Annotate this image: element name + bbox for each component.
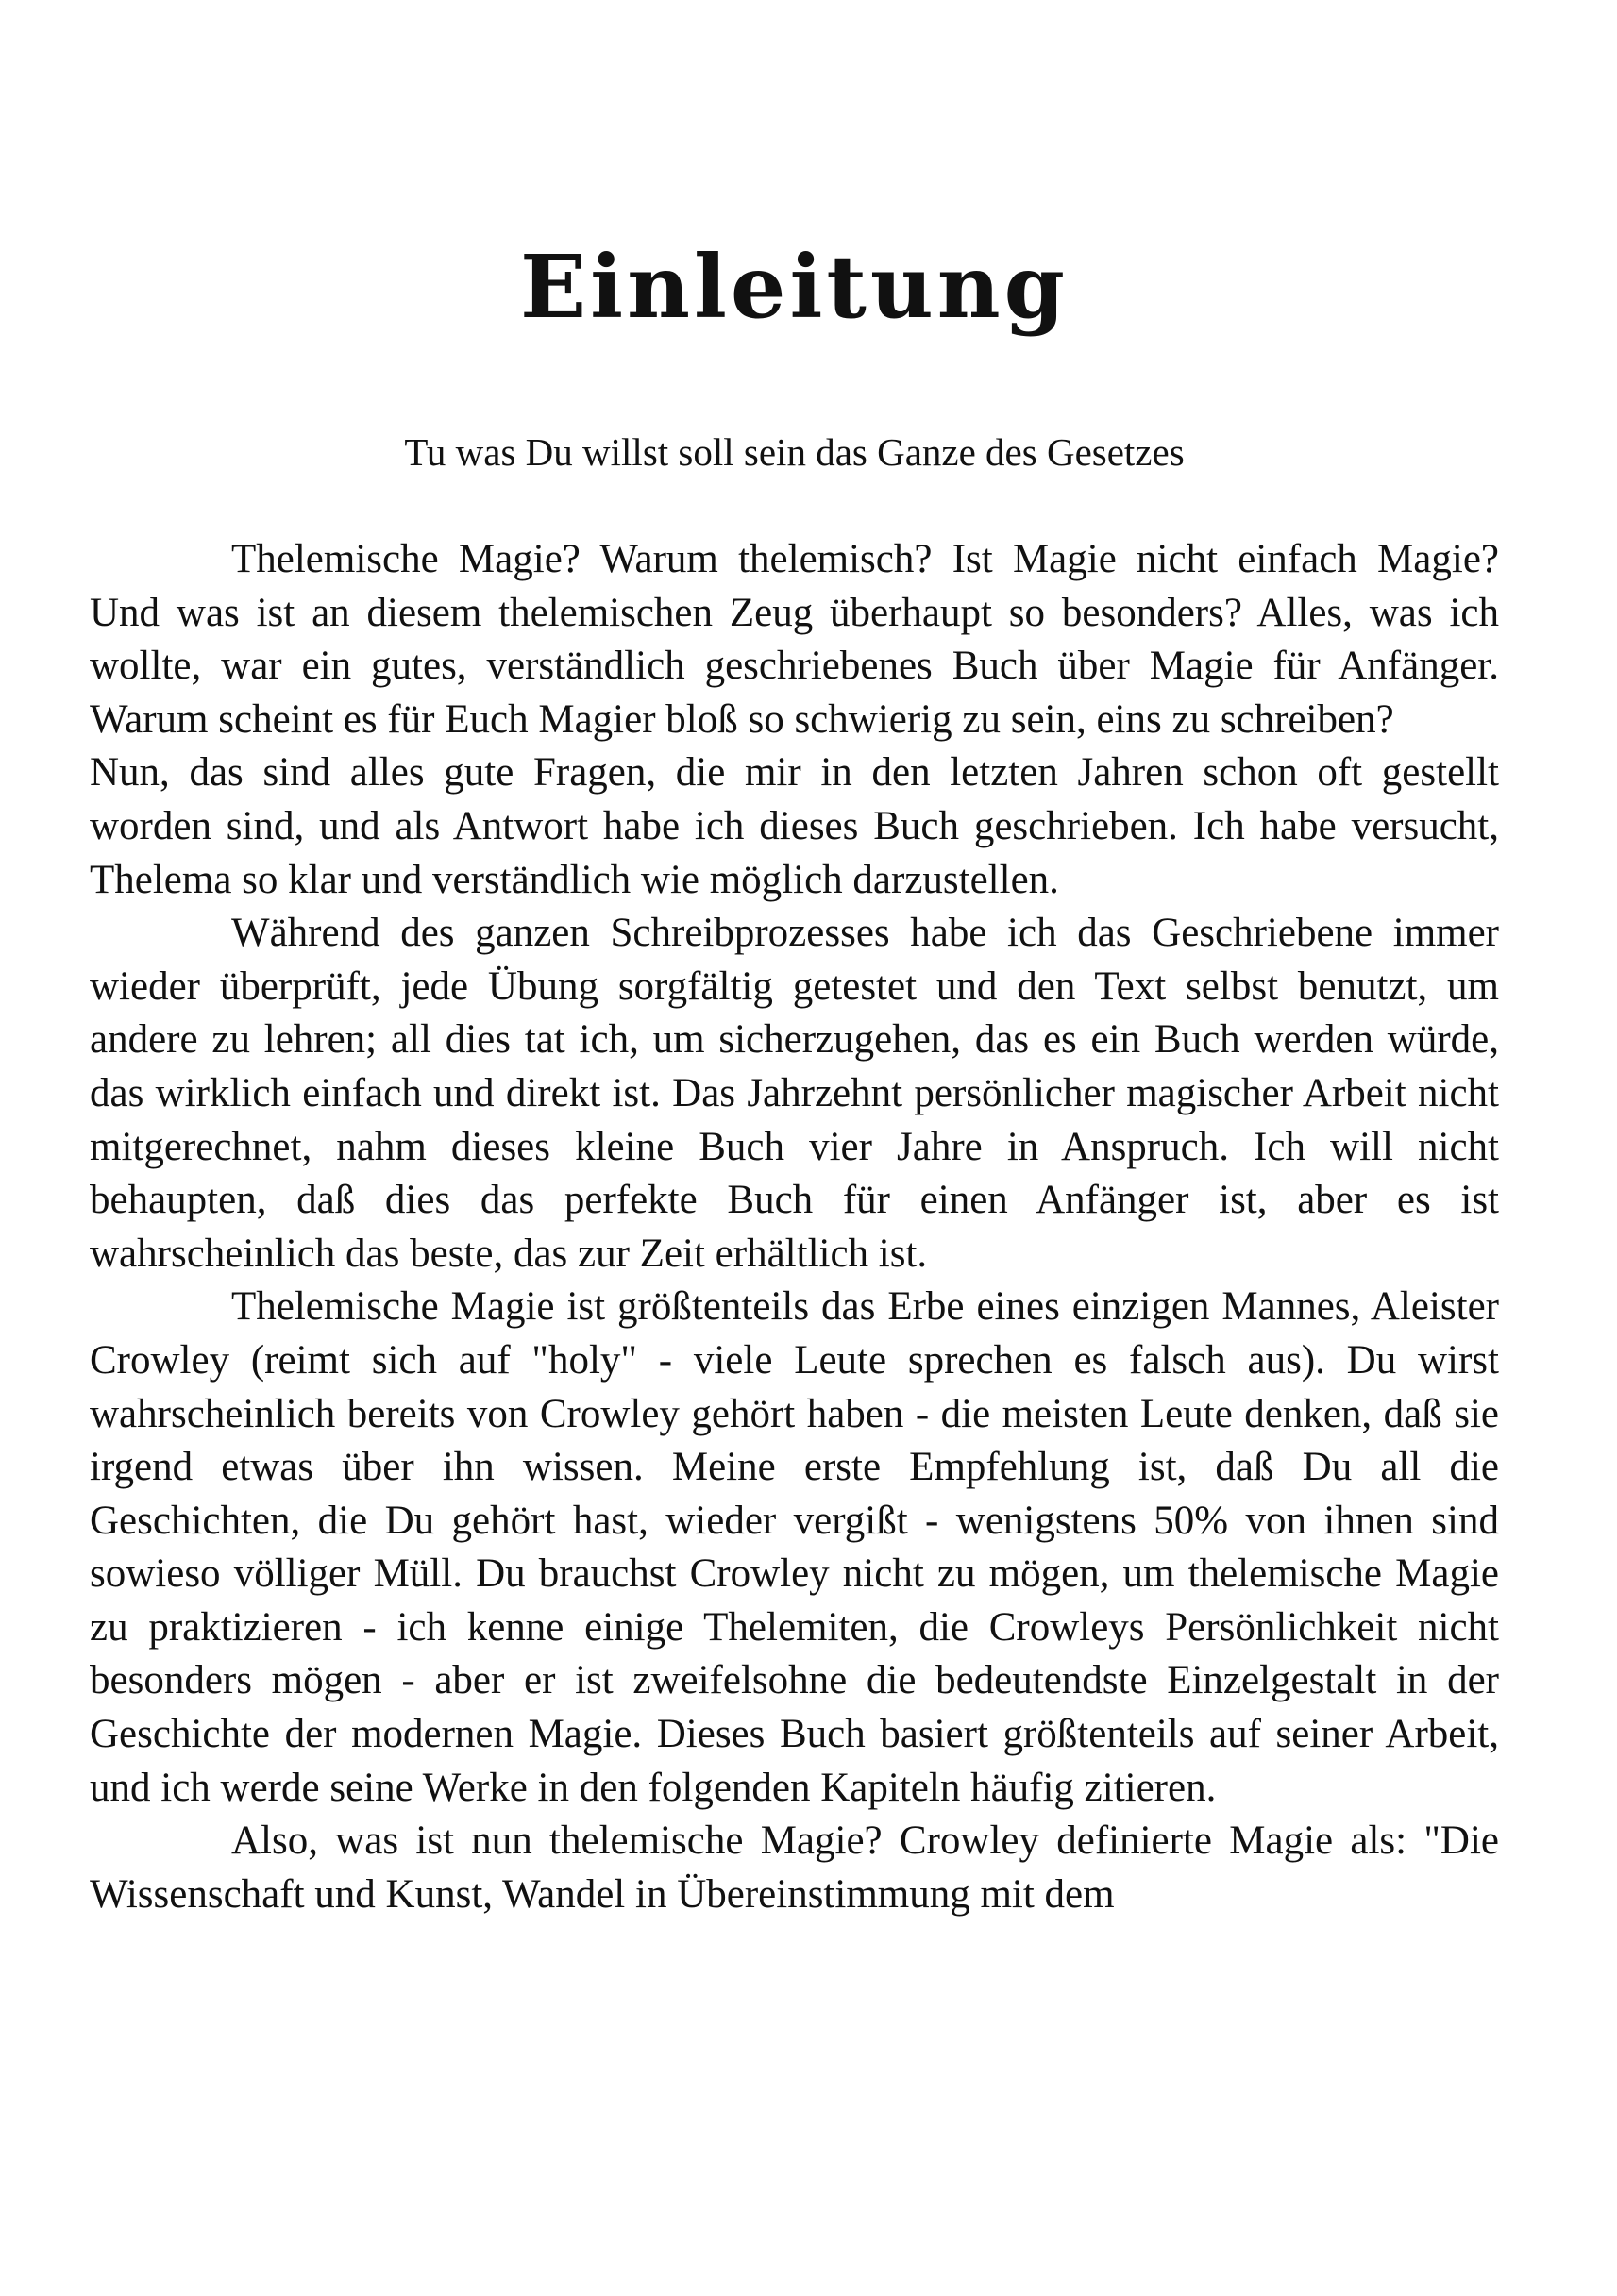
chapter-title: Einleitung — [520, 236, 1069, 338]
body-text — [90, 533, 1499, 1921]
paragraph-2: Nun, das sind alles gute Fragen, die mir in den letzten Jahren schon oft gestellt worden sind, und als Antwort habe ich dieses Buch geschrieben. Ich habe versucht, Thelema so klar und verständlich wie möglich darzustellen. — [90, 750, 1499, 902]
paragraph-1: Thelemische Magie? Warum thelemisch? Ist Magie nicht einfach Magie? Und was ist an diesem thelemischen Zeug überhaupt so besonders? Alles, was ich wollte, war ein gutes, verständlich geschriebenes Buch über Magie für Anfänger. Warum scheint es für Euch Magier bloß so schwierig zu sein, eins zu schreiben? — [90, 537, 1499, 742]
document-page — [90, 0, 1499, 2296]
paragraph-3: Während des ganzen Schreibprozesses habe ich das Geschriebene immer wieder überprüft, jede Übung sorgfältig getestet und den Text selbst benutzt, um andere zu lehren; all dies tat ich, um sicherzugehen, das es ein Buch werden würde, das wirklich einfach und direkt ist. Das Jahrzehnt persönlicher magischer Arbeit nicht mitgerechnet, nahm dieses kleine Buch vier Jahre in Anspruch. Ich will nicht behaupten, daß dies das perfekte Buch für einen Anfänger ist, aber es ist wahrscheinlich das beste, das zur Zeit erhältlich ist. — [90, 911, 1499, 1276]
motto: Tu was Du willst soll sein das Ganze des Gesetzes — [404, 430, 1185, 474]
paragraph-5: Also, was ist nun thelemische Magie? Crowley definierte Magie als: "Die Wissenschaft und Kunst, Wandel in Übereinstimmung mit dem — [90, 1818, 1499, 1917]
paragraph-4: Thelemische Magie ist größtenteils das Erbe eines einzigen Mannes, Aleister Crowley (reimt sich auf "holy" - viele Leute sprechen es falsch aus). Du wirst wahrscheinlich bereits von Crowley gehört haben - die meisten Leute denken, daß sie irgend etwas über ihn wissen. Meine erste Empfehlung ist, daß Du all die Geschichten, die Du gehört hast, wieder vergißt - wenigstens 50% von ihnen sind sowieso völliger Müll. Du brauchst Crowley nicht zu mögen, um thelemische Magie zu praktizieren - ich kenne einige Thelemiten, die Crowleys Persönlichkeit nicht besonders mögen - aber er ist zweifelsohne die bedeutendste Einzelgestalt in der Geschichte der modernen Magie. Dieses Buch basiert größtenteils auf seiner Arbeit, und ich werde seine Werke in den folgenden Kapiteln häufig zitieren. — [90, 1284, 1499, 1810]
